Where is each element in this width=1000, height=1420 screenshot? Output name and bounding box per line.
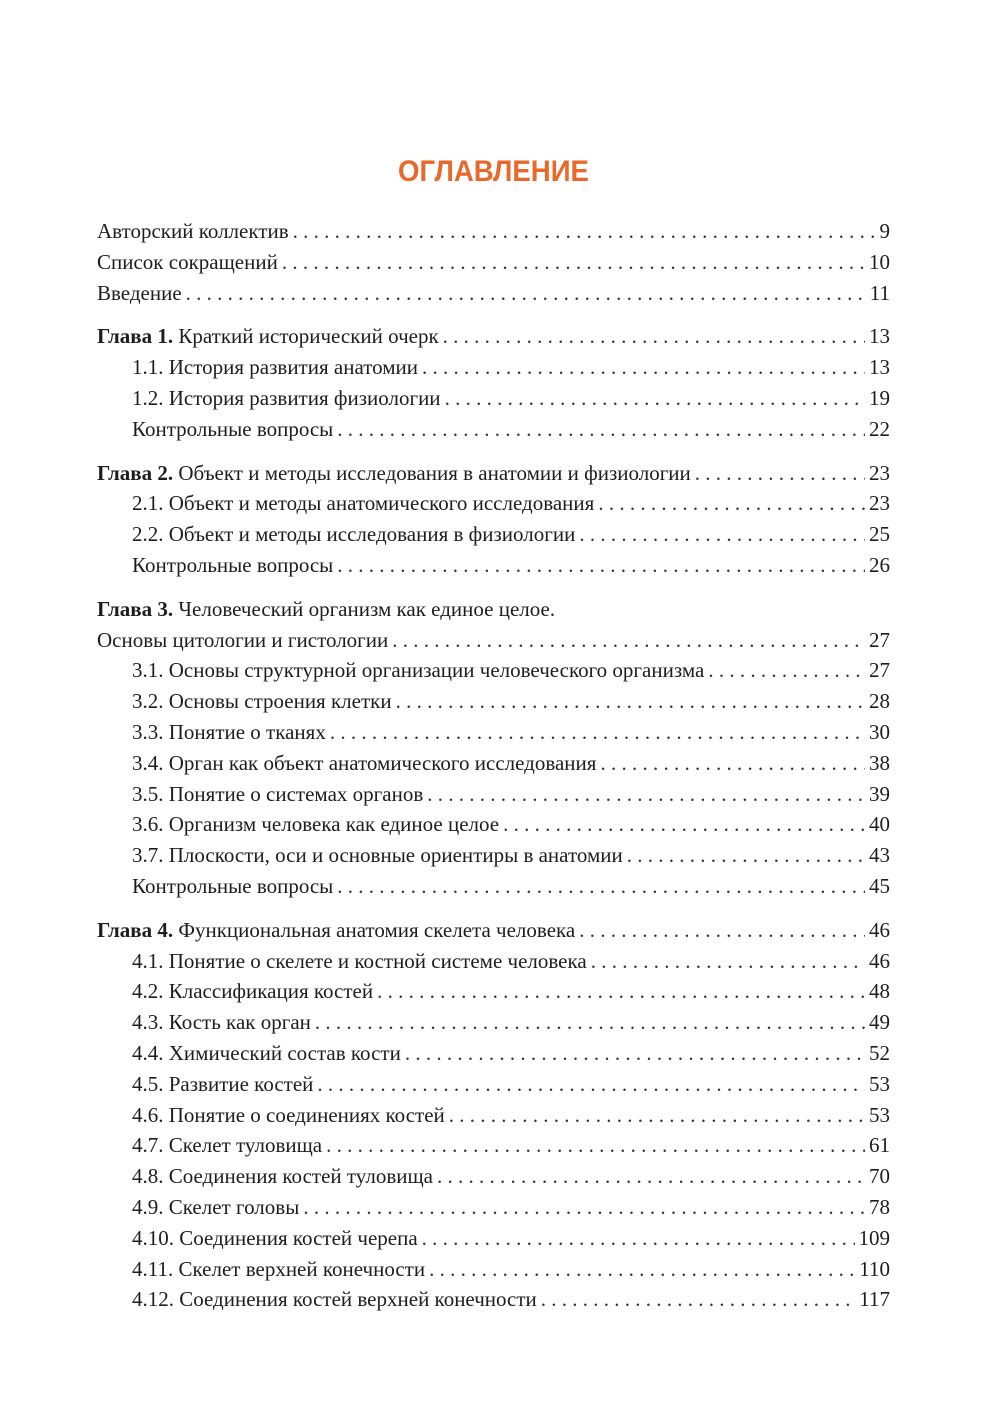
toc-entry-page: 61 bbox=[869, 1133, 890, 1158]
leader-dots bbox=[282, 247, 865, 278]
toc-entry-page: 10 bbox=[869, 249, 890, 274]
leader-dots bbox=[503, 809, 865, 840]
page-title: ОГЛАВЛЕНИЕ bbox=[398, 155, 589, 188]
leader-dots bbox=[449, 1100, 865, 1131]
toc-page bbox=[97, 150, 890, 1328]
toc-entry[interactable] bbox=[97, 1038, 890, 1069]
toc-entry-label: 1.2. История развития физиологии bbox=[132, 385, 441, 410]
toc-entry-page: 19 bbox=[869, 385, 890, 410]
toc-entry-label: 4.3. Кость как орган bbox=[132, 1010, 311, 1035]
toc-entry-page: 117 bbox=[859, 1287, 890, 1312]
leader-dots bbox=[303, 1192, 865, 1223]
toc-entry-page: 23 bbox=[869, 460, 890, 485]
toc-entry-label: Контрольные вопросы bbox=[132, 416, 334, 441]
leader-dots bbox=[326, 1130, 865, 1161]
leader-dots bbox=[429, 1254, 855, 1285]
toc-entry-label: Контрольные вопросы bbox=[132, 552, 334, 577]
toc-entry-page: 13 bbox=[869, 324, 890, 349]
toc-chapter-heading[interactable] bbox=[97, 915, 890, 946]
toc-entry-label: 2.1. Объект и методы анатомического исследования bbox=[132, 491, 595, 516]
toc-entry[interactable] bbox=[97, 1284, 890, 1315]
toc-entry[interactable] bbox=[97, 1069, 890, 1100]
toc-entry-page: 25 bbox=[869, 522, 890, 547]
toc-entry-label: 4.10. Соединения костей черепа bbox=[132, 1225, 418, 1250]
toc-chapter-2 bbox=[97, 458, 890, 581]
toc-entry-label: 4.12. Соединения костей верхней конечности bbox=[132, 1287, 537, 1312]
toc-entry-label: 3.1. Основы структурной организации человеческого организма bbox=[132, 658, 705, 683]
toc-entry[interactable] bbox=[97, 247, 890, 278]
leader-dots bbox=[186, 278, 866, 309]
toc-entry-page: 27 bbox=[869, 627, 890, 652]
toc-entry[interactable] bbox=[97, 278, 890, 309]
toc-entry-page: 26 bbox=[869, 552, 890, 577]
toc-entry[interactable] bbox=[97, 748, 890, 779]
toc-entry[interactable] bbox=[97, 1130, 890, 1161]
toc-entry-page: 53 bbox=[869, 1071, 890, 1096]
leader-dots bbox=[422, 352, 865, 383]
leader-dots bbox=[427, 779, 865, 810]
leader-dots bbox=[600, 748, 865, 779]
toc-chapter-1 bbox=[97, 321, 890, 444]
toc-entry-label: 4.6. Понятие о соединениях костей bbox=[132, 1102, 445, 1127]
toc-entry[interactable] bbox=[97, 216, 890, 247]
leader-dots bbox=[695, 458, 865, 489]
toc-entry-label: Введение bbox=[97, 280, 182, 305]
toc-entry[interactable] bbox=[97, 352, 890, 383]
toc-entry-label: 4.2. Классификация костей bbox=[132, 979, 374, 1004]
toc-entry-page: 109 bbox=[858, 1225, 890, 1250]
chapter-title: Краткий исторический очерк bbox=[173, 324, 439, 349]
toc-entry-label: 4.8. Соединения костей туловища bbox=[132, 1164, 433, 1189]
leader-dots bbox=[579, 519, 865, 550]
toc-entry[interactable] bbox=[97, 717, 890, 748]
toc-entry[interactable] bbox=[97, 1007, 890, 1038]
leader-dots bbox=[443, 321, 865, 352]
toc-chapter-4 bbox=[97, 915, 890, 1315]
leader-dots bbox=[708, 655, 865, 686]
chapter-title-continued: Основы цитологии и гистологии bbox=[97, 627, 389, 652]
toc-chapter-heading[interactable] bbox=[97, 321, 890, 352]
toc-entry-page: 53 bbox=[869, 1102, 890, 1127]
toc-entry-label: 4.1. Понятие о скелете и костной системе человека bbox=[132, 948, 587, 973]
leader-dots bbox=[541, 1284, 855, 1315]
toc-entry[interactable] bbox=[97, 840, 890, 871]
toc-chapter-label bbox=[97, 458, 691, 489]
toc-entry[interactable] bbox=[97, 809, 890, 840]
toc-entry-page: 40 bbox=[869, 812, 890, 837]
toc-entry[interactable] bbox=[97, 871, 890, 902]
chapter-prefix: Глава 2. bbox=[97, 460, 174, 485]
toc-entry-label: 4.4. Химический состав кости bbox=[132, 1040, 401, 1065]
toc-entry-label: Авторский коллектив bbox=[97, 219, 289, 243]
toc-entry-page: 11 bbox=[869, 280, 890, 305]
leader-dots bbox=[392, 625, 865, 656]
leader-dots bbox=[377, 976, 865, 1007]
toc-entry[interactable] bbox=[97, 1161, 890, 1192]
toc-entry-page: 46 bbox=[869, 917, 890, 942]
toc-entry[interactable] bbox=[97, 1254, 890, 1285]
chapter-prefix: Глава 3. bbox=[97, 596, 174, 621]
toc-chapter-heading[interactable] bbox=[97, 625, 890, 656]
toc-entry[interactable] bbox=[97, 488, 890, 519]
toc-entry-page: 9 bbox=[879, 219, 890, 243]
toc-entry[interactable] bbox=[97, 976, 890, 1007]
toc-entry-label: 3.7. Плоскости, оси и основные ориентиры в анатомии bbox=[132, 843, 623, 868]
leader-dots bbox=[337, 414, 865, 445]
toc-entry-page: 43 bbox=[869, 843, 890, 868]
leader-dots bbox=[396, 686, 865, 717]
toc-entry-page: 30 bbox=[869, 719, 890, 744]
toc-entry-page: 46 bbox=[869, 948, 890, 973]
leader-dots bbox=[330, 717, 865, 748]
toc-entry-label: 3.3. Понятие о тканях bbox=[132, 719, 326, 744]
toc-entry-page: 38 bbox=[869, 750, 890, 775]
toc-entry-label: 3.4. Орган как объект анатомического исследования bbox=[132, 750, 597, 775]
toc-entry-page: 49 bbox=[869, 1010, 890, 1035]
chapter-title: Объект и методы исследования в анатомии и физиологии bbox=[173, 460, 691, 485]
toc-entry-page: 110 bbox=[859, 1256, 890, 1281]
toc-chapter-3 bbox=[97, 594, 890, 902]
leader-dots bbox=[627, 840, 865, 871]
toc-entry-page: 52 bbox=[869, 1040, 890, 1065]
toc-entry-page: 45 bbox=[869, 873, 890, 898]
leader-dots bbox=[405, 1038, 865, 1069]
toc-entry-label: 3.5. Понятие о системах органов bbox=[132, 781, 424, 806]
toc-entry-page: 23 bbox=[869, 491, 890, 516]
leader-dots bbox=[422, 1223, 855, 1254]
leader-dots bbox=[315, 1007, 865, 1038]
toc-entry-page: 78 bbox=[869, 1194, 890, 1219]
toc-entry[interactable] bbox=[97, 383, 890, 414]
leader-dots bbox=[591, 946, 865, 977]
leader-dots bbox=[445, 383, 865, 414]
toc-entry[interactable] bbox=[97, 519, 890, 550]
toc-entry[interactable] bbox=[97, 655, 890, 686]
toc-entry-page: 70 bbox=[869, 1164, 890, 1189]
toc-entry-page: 39 bbox=[869, 781, 890, 806]
toc-entry-page: 22 bbox=[869, 416, 890, 441]
leader-dots bbox=[598, 488, 865, 519]
toc-entry-label: Контрольные вопросы bbox=[132, 873, 334, 898]
chapter-prefix: Глава 4. bbox=[97, 917, 174, 942]
leader-dots bbox=[317, 1069, 865, 1100]
chapter-title: Человеческий организм как единое целое. bbox=[173, 596, 556, 621]
toc-entry[interactable] bbox=[97, 550, 890, 581]
toc-entry-label: 2.2. Объект и методы исследования в физиологии bbox=[132, 522, 576, 547]
toc-entry-label: 3.2. Основы строения клетки bbox=[132, 689, 392, 714]
leader-dots bbox=[437, 1161, 865, 1192]
toc-entry-label: 4.11. Скелет верхней конечности bbox=[132, 1256, 426, 1281]
leader-dots bbox=[337, 550, 865, 581]
leader-dots bbox=[293, 216, 876, 247]
toc-chapter-heading[interactable] bbox=[97, 458, 890, 489]
toc-entry-page: 13 bbox=[869, 355, 890, 380]
toc-entry[interactable] bbox=[97, 414, 890, 445]
toc-entry-label: 4.9. Скелет головы bbox=[132, 1194, 300, 1219]
leader-dots bbox=[579, 915, 865, 946]
toc-front-matter bbox=[97, 216, 890, 308]
toc-entry[interactable] bbox=[97, 946, 890, 977]
toc-entry-page: 48 bbox=[869, 979, 890, 1004]
toc-entry-label: 4.7. Скелет туловища bbox=[132, 1133, 323, 1158]
toc-entry-page: 28 bbox=[869, 689, 890, 714]
toc-entry[interactable] bbox=[97, 1192, 890, 1223]
toc-entry[interactable] bbox=[97, 686, 890, 717]
toc-entry[interactable] bbox=[97, 1100, 890, 1131]
toc-entry-label: 3.6. Организм человека как единое целое bbox=[132, 812, 500, 837]
leader-dots bbox=[337, 871, 865, 902]
toc-entry[interactable] bbox=[97, 779, 890, 810]
chapter-prefix: Глава 1. bbox=[97, 324, 174, 349]
toc-entry[interactable] bbox=[97, 1223, 890, 1254]
toc-chapter-heading-line1[interactable] bbox=[97, 594, 890, 625]
toc-chapter-label bbox=[97, 915, 575, 946]
toc-chapter-label bbox=[97, 321, 439, 352]
chapter-title: Функциональная анатомия скелета человека bbox=[173, 917, 576, 942]
toc-entry-label: 4.5. Развитие костей bbox=[132, 1071, 314, 1096]
toc-entry-label: 1.1. История развития анатомии bbox=[132, 355, 418, 380]
toc-entry-label: Список сокращений bbox=[97, 249, 278, 274]
toc-entry-page: 27 bbox=[869, 658, 890, 683]
